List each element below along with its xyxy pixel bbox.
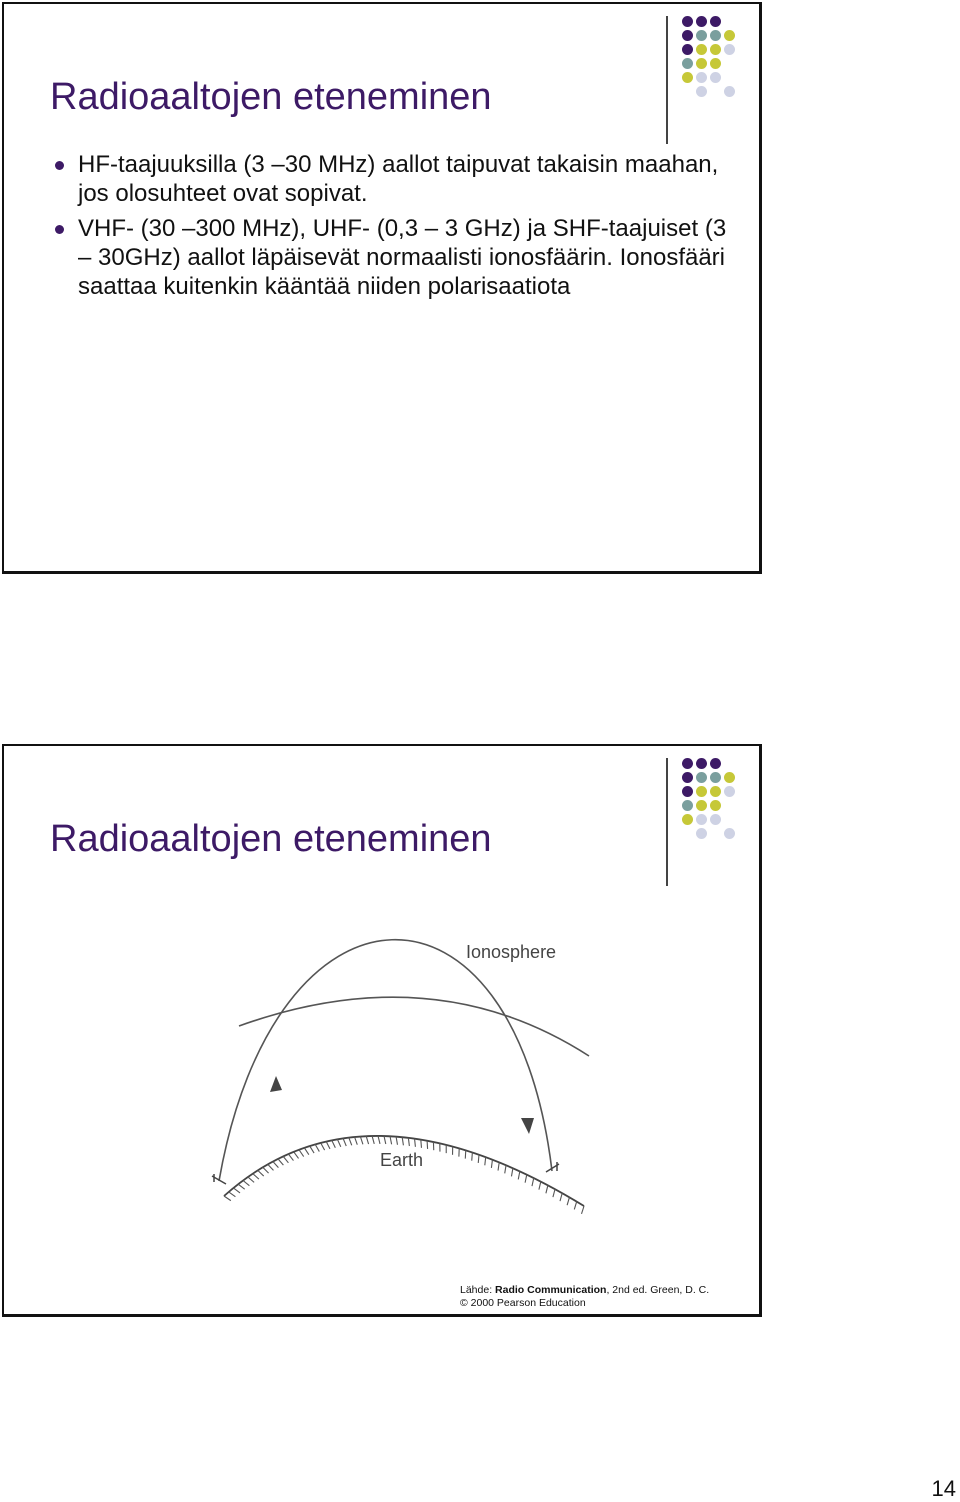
decorative-dot (710, 58, 721, 69)
slide-title: Radioaaltojen eteneminen (50, 818, 492, 861)
ionosphere-label: Ionosphere (466, 942, 556, 962)
slide-title: Radioaaltojen eteneminen (50, 76, 492, 119)
divider-line (666, 16, 668, 144)
earth-hatch-mark (415, 1139, 416, 1147)
source-line (460, 1284, 709, 1297)
ionosphere-layer (239, 997, 589, 1056)
decorative-dot (682, 44, 693, 55)
earth-hatch-mark (258, 1170, 264, 1176)
earth-hatch-mark (498, 1162, 499, 1170)
earth-hatch-mark (243, 1180, 249, 1185)
decorative-dot (710, 758, 721, 769)
decorative-dot (696, 814, 707, 825)
decorative-dot (724, 86, 735, 97)
decorative-dot (724, 828, 735, 839)
decorative-dot (682, 30, 693, 41)
earth-hatch-mark (288, 1154, 293, 1161)
decorative-dot (696, 72, 707, 83)
earth-hatch-mark (491, 1160, 492, 1168)
page-number: 14 (932, 1476, 956, 1502)
earth-hatch-mark (355, 1137, 358, 1145)
earth-hatch-mark (582, 1206, 584, 1214)
earth-hatch-mark (567, 1197, 569, 1205)
decorative-dot (710, 16, 721, 27)
decorative-dot (724, 772, 735, 783)
earth-label: Earth (380, 1150, 423, 1170)
earth-hatch-mark (574, 1202, 576, 1210)
divider-line (666, 758, 668, 886)
earth-hatch-mark (299, 1150, 304, 1157)
bullet-icon (55, 225, 64, 234)
earth-hatch-mark (472, 1152, 473, 1160)
earth-hatch-mark (421, 1140, 422, 1148)
earth-hatch-mark (343, 1138, 346, 1146)
decorative-dot (710, 814, 721, 825)
decorative-dot (682, 786, 693, 797)
earth-hatch-mark (505, 1165, 506, 1173)
earth-hatch-mark (224, 1196, 231, 1201)
earth-hatch-mark (337, 1139, 340, 1147)
earth-hatch-mark (539, 1182, 541, 1190)
earth-hatch-mark (326, 1142, 330, 1149)
earth-hatch-mark (278, 1159, 283, 1165)
decorative-dot (696, 30, 707, 41)
decorative-dot (710, 786, 721, 797)
earth-hatch-mark (310, 1146, 314, 1153)
decorative-dot (724, 44, 735, 55)
bullet-text: VHF- (30 –300 MHz), UHF- (0,3 – 3 GHz) ja SHF-taajuiset (3 – 30GHz) aallot läpäisevät normaalisti ionosfäärin. Ionosfääri saattaa kuitenkin kääntää niiden polarisaatiota (78, 215, 726, 300)
decorative-dot (710, 800, 721, 811)
earth-hatch-mark (378, 1136, 380, 1144)
earth-hatching (224, 1136, 584, 1214)
decorative-dot (696, 86, 707, 97)
earth-hatch-mark (268, 1164, 274, 1170)
earth-hatch-mark (253, 1174, 259, 1180)
earth-hatch-mark (390, 1136, 392, 1144)
decorative-dot (682, 72, 693, 83)
decorative-dot-grid (682, 16, 762, 126)
earth-hatch-mark (408, 1138, 409, 1146)
earth-hatch-mark (263, 1167, 269, 1173)
slide-1 (2, 2, 762, 574)
copyright-line: © 2000 Pearson Education (460, 1297, 709, 1310)
decorative-dot (696, 800, 707, 811)
earth-surface (224, 1136, 584, 1206)
earth-hatch-mark (315, 1144, 319, 1151)
earth-hatch-mark (332, 1140, 336, 1147)
earth-hatch-mark (553, 1189, 555, 1197)
earth-hatch-mark (511, 1168, 512, 1176)
decorative-dot-grid (682, 758, 762, 868)
earth-hatch-mark (478, 1155, 479, 1163)
arrow-down-icon (521, 1118, 534, 1134)
earth-hatch-mark (546, 1185, 548, 1193)
decorative-dot (724, 786, 735, 797)
decorative-dot (710, 72, 721, 83)
bullet-item (52, 214, 732, 301)
decorative-dot (710, 772, 721, 783)
decorative-dot (682, 772, 693, 783)
decorative-dot (696, 786, 707, 797)
earth-hatch-mark (229, 1192, 236, 1197)
earth-hatch-mark (518, 1171, 520, 1179)
earth-hatch-mark (532, 1178, 534, 1186)
earth-hatch-mark (525, 1175, 527, 1183)
decorative-dot (696, 828, 707, 839)
earth-hatch-mark (294, 1152, 299, 1159)
propagation-diagram (184, 896, 614, 1236)
decorative-dot (724, 30, 735, 41)
decorative-dot (682, 814, 693, 825)
arrow-up-icon (270, 1076, 282, 1092)
earth-hatch-mark (366, 1136, 368, 1144)
decorative-dot (682, 58, 693, 69)
source-suffix: , 2nd ed. Green, D. C. (606, 1284, 709, 1296)
earth-hatch-mark (372, 1136, 374, 1144)
earth-hatch-mark (248, 1177, 254, 1182)
earth-hatch-mark (384, 1136, 386, 1144)
earth-hatch-mark (238, 1184, 244, 1189)
earth-hatch-mark (304, 1148, 308, 1155)
slide-2 (2, 744, 762, 1317)
decorative-dot (682, 16, 693, 27)
earth-hatch-mark (273, 1162, 279, 1168)
decorative-dot (710, 30, 721, 41)
decorative-dot (682, 758, 693, 769)
source-prefix: Lähde: (460, 1284, 495, 1296)
earth-hatch-mark (402, 1137, 403, 1145)
bullet-list (52, 150, 732, 307)
decorative-dot (696, 58, 707, 69)
earth-hatch-mark (485, 1157, 486, 1165)
earth-hatch-mark (233, 1188, 240, 1193)
bullet-text: HF-taajuuksilla (3 –30 MHz) aallot taipuvat takaisin maahan, jos olosuhteet ovat sopivat. (78, 151, 718, 207)
earth-hatch-mark (283, 1156, 288, 1162)
bullet-item (52, 150, 732, 208)
earth-hatch-mark (396, 1137, 397, 1145)
decorative-dot (710, 44, 721, 55)
bullet-icon (55, 161, 64, 170)
decorative-dot (682, 800, 693, 811)
earth-hatch-mark (349, 1138, 352, 1146)
decorative-dot (696, 758, 707, 769)
wave-path (219, 940, 552, 1181)
decorative-dot (696, 772, 707, 783)
earth-hatch-mark (321, 1143, 325, 1150)
decorative-dot (696, 44, 707, 55)
source-citation (460, 1284, 709, 1310)
decorative-dot (696, 16, 707, 27)
earth-hatch-mark (560, 1193, 562, 1201)
source-book: Radio Communication (495, 1284, 606, 1296)
earth-hatch-mark (360, 1136, 363, 1144)
